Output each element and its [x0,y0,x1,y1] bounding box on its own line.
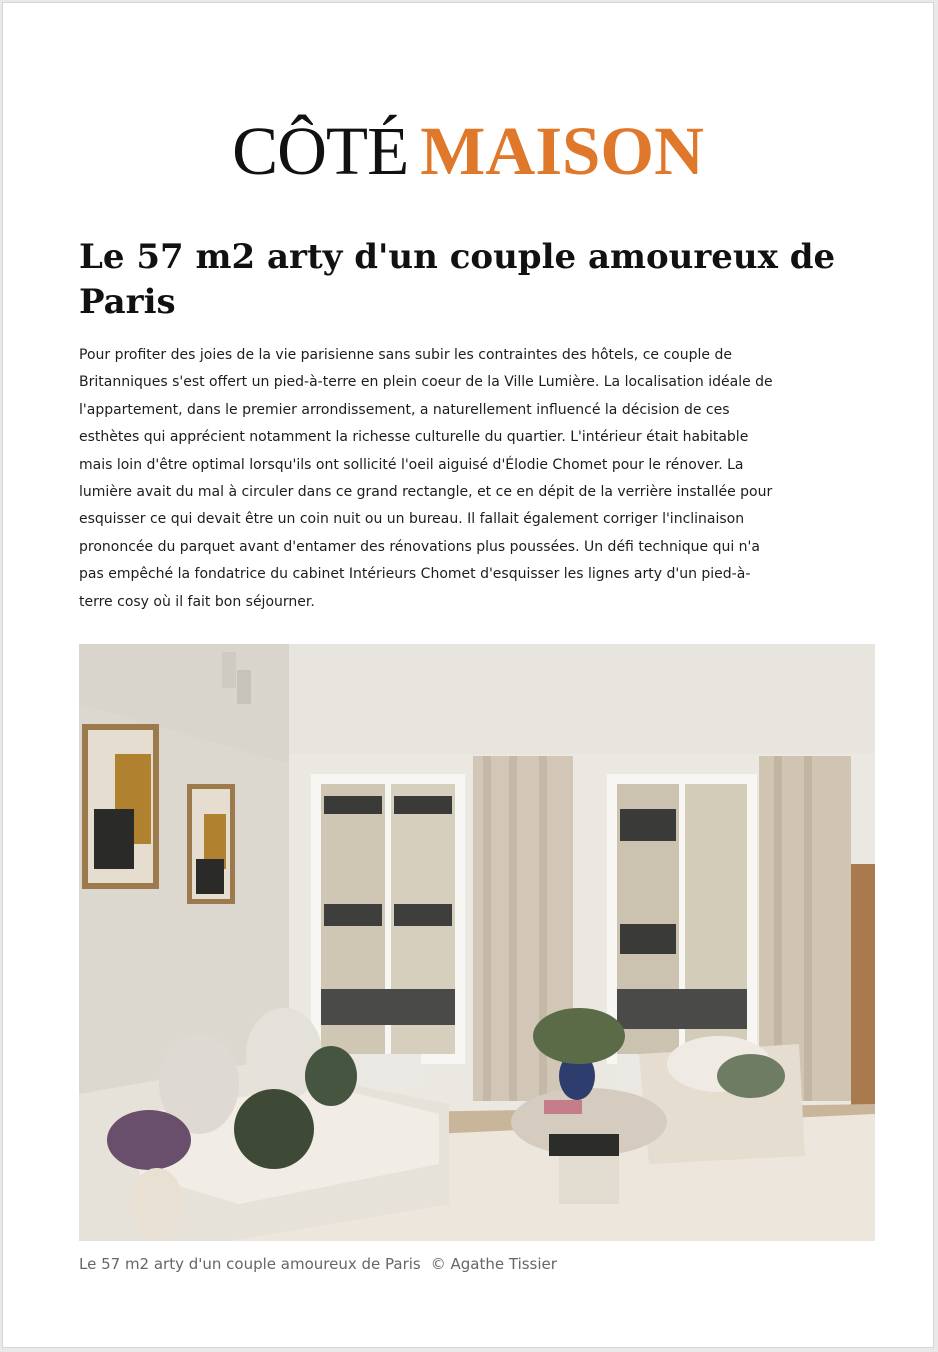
article-photo[interactable] [79,644,875,1241]
living-room-photo [79,644,875,1241]
caption-text: Le 57 m2 arty d'un couple amoureux de Paris [79,1255,421,1273]
site-logo[interactable] [3,111,933,191]
article-title: Le 57 m2 arty d'un couple amoureux de Paris [79,237,836,322]
logo-word-cote: CÔTÉ [232,113,409,189]
photo-caption [79,1255,557,1273]
logo-word-maison: MAISON [420,113,704,189]
photo-credit: © Agathe Tissier [430,1255,557,1273]
article-intro: Pour profiter des joies de la vie parisienne sans subir les contraintes des hôtels, ce couple de Britanniques s'est offert un pied-à-terre en plein coeur de la Ville Lumière. La localisation idéale de l'appartement, dans le premier arrondissement, a naturellement influencé la décision de ces esthètes qui apprécient notamment la richesse culturelle du quartier. L'intérieur était habitable mais loin d'être optimal lorsqu'ils ont sollicité l'oeil aiguisé d'Élodie Chomet pour le rénover. La lumière avait du mal à circuler dans ce grand rectangle, et ce en dépit de la verrière installée pour esquisser ce qui devait être un coin nuit ou un bureau. Il fallait également corriger l'inclinaison prononcée du parquet avant d'entamer des rénovations plus poussées. Un défi technique qui n'a pas empêché la fondatrice du cabinet Intérieurs Chomet d'esquisser les lignes arty d'un pied-à-terre cosy où il fait bon séjourner. [79,347,773,610]
article-page [2,2,934,1348]
